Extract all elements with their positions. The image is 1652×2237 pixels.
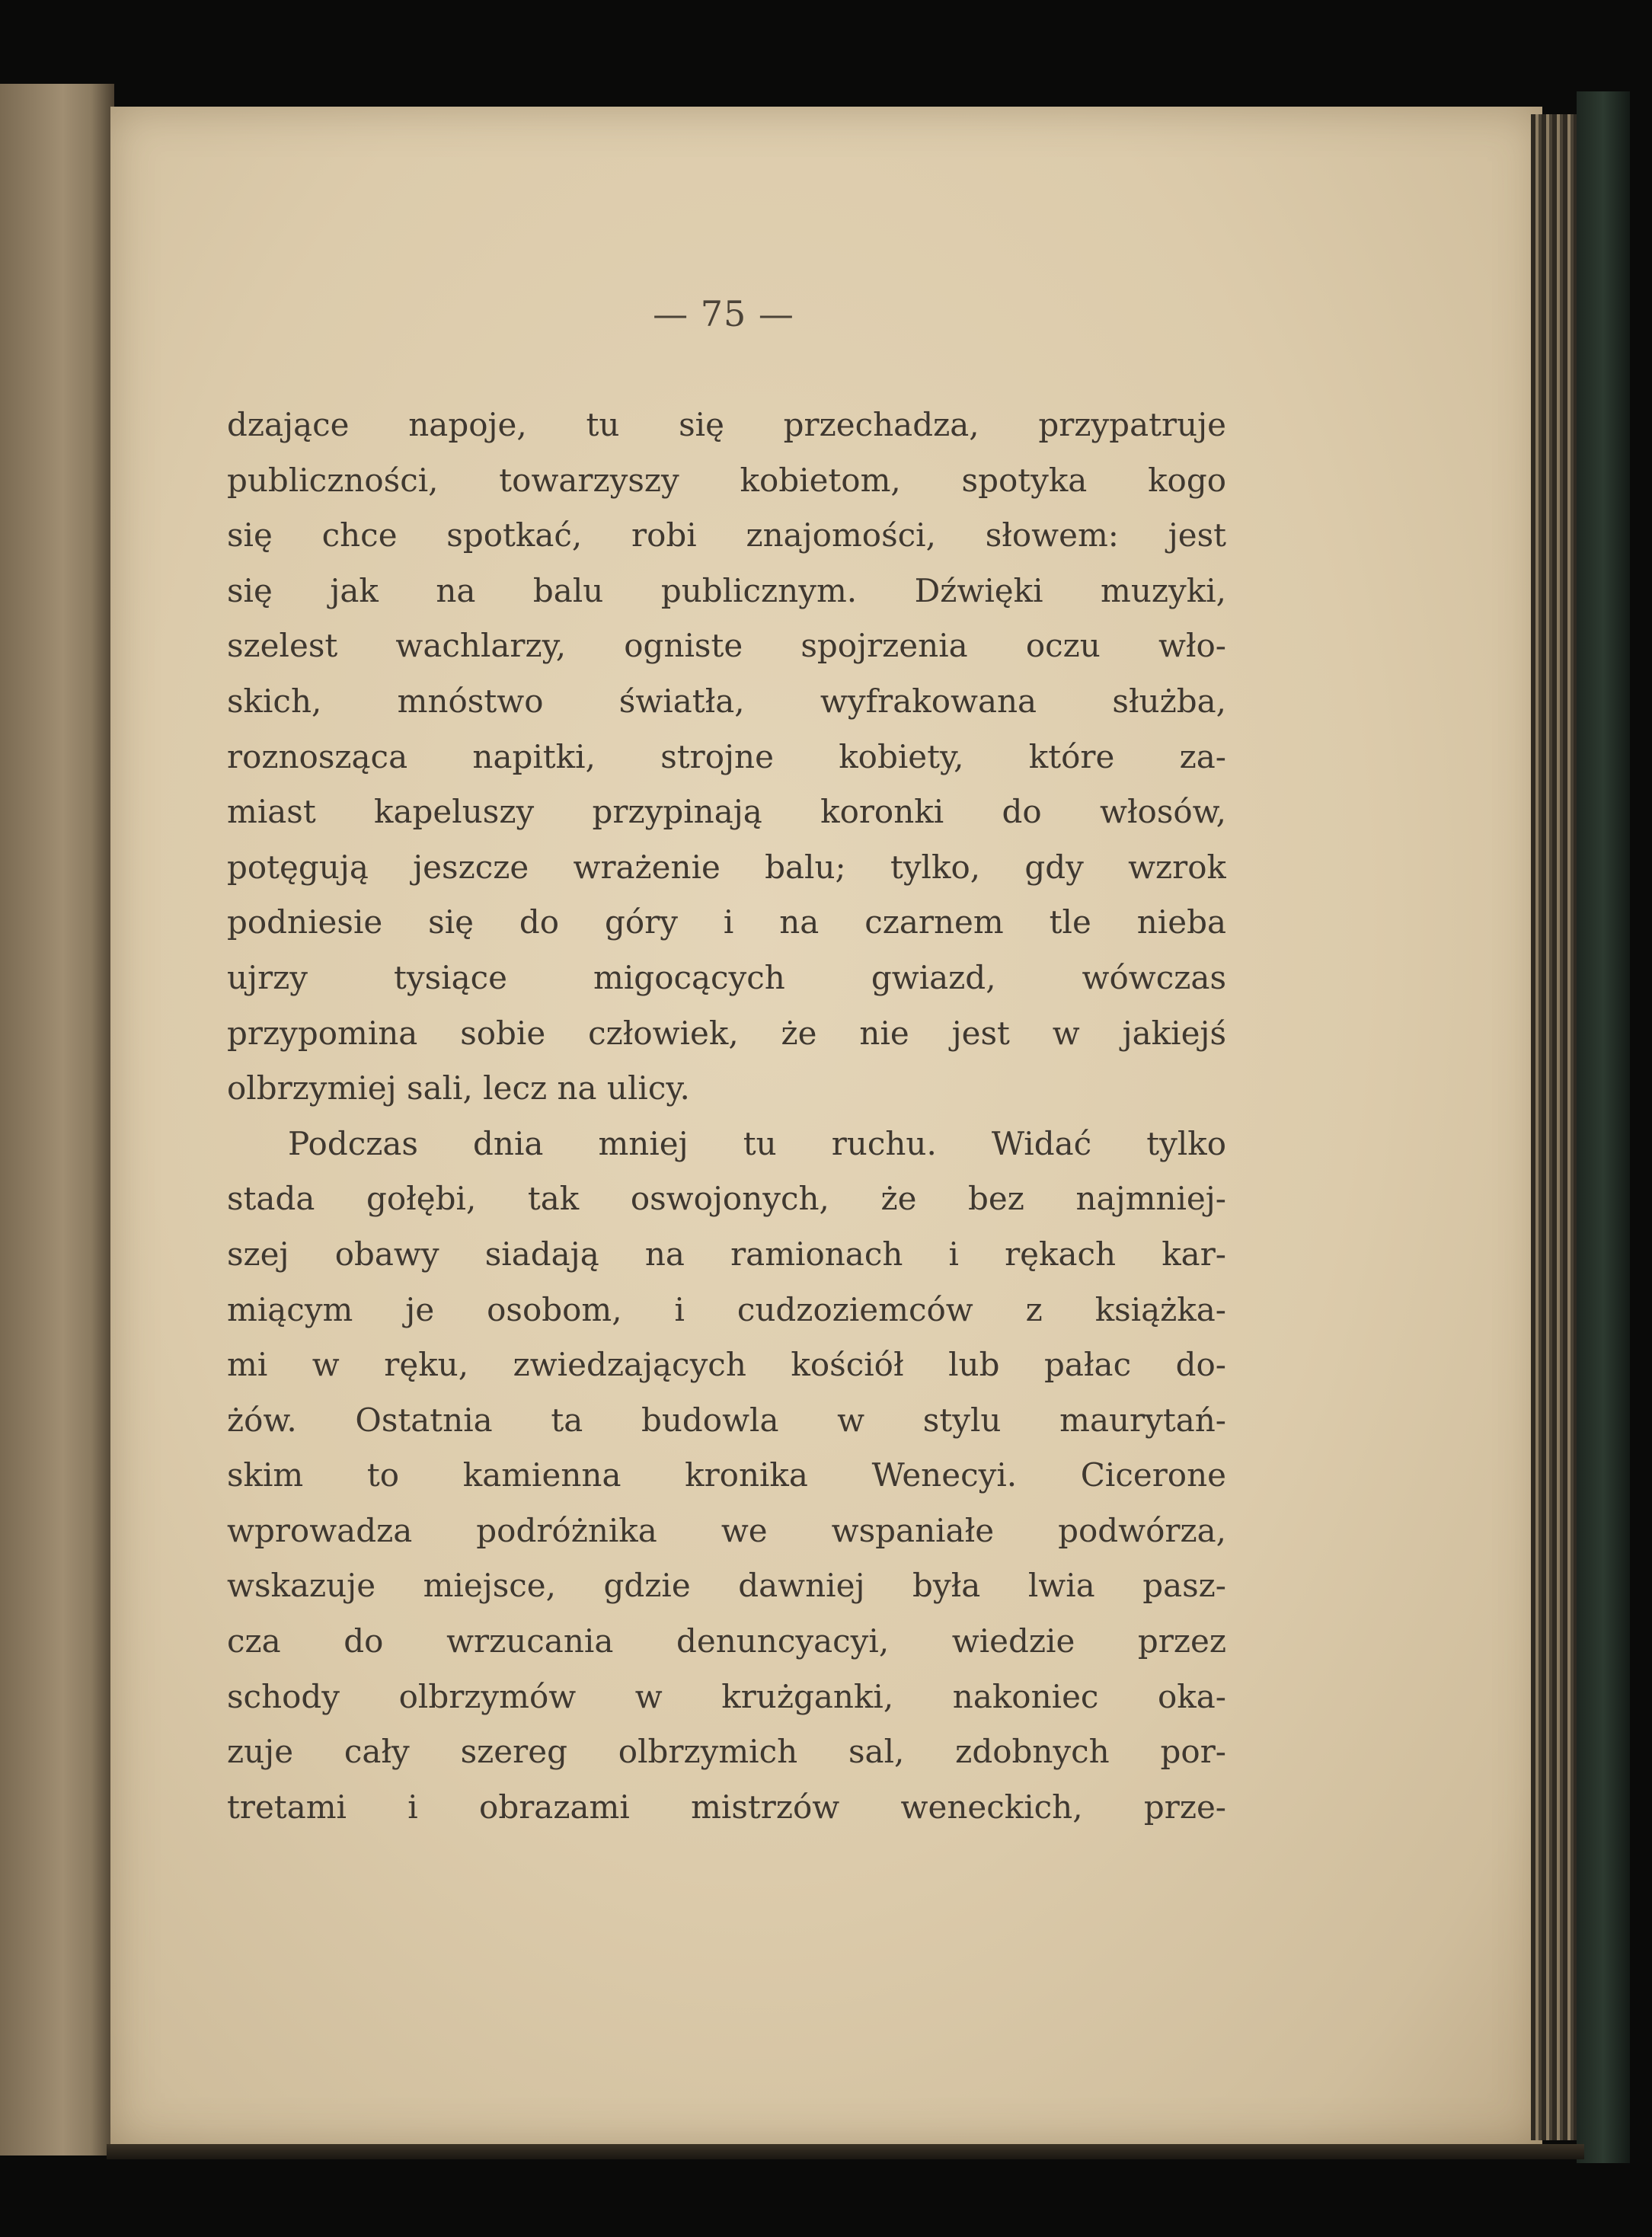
text-line: roznosząca napitki, strojne kobiety, które za- [227,737,1226,775]
text-line: ujrzy tysiące migocących gwiazd, wówczas [227,958,1226,996]
text-line: szelest wachlarzy, ogniste spojrzenia oczu wło- [227,627,1226,665]
text-line: cza do wrzucania denuncyacyi, wiedzie przez [227,1622,1226,1660]
facing-page-edge [0,84,114,2156]
text-line: miącym je osobom, i cudzoziemców z książka- [227,1290,1226,1328]
page-stack-edge [1531,114,1577,2140]
text-line: skim to kamienna kronika Wenecyi. Cicerone [227,1456,1226,1494]
body-text [227,398,1226,1835]
text-line: wprowadza podróżnika we wspaniałe podwórza, [227,1511,1226,1549]
text-line: się jak na balu publicznym. Dźwięki muzyki, [227,571,1226,609]
text-line: dzające napoje, tu się przechadza, przypatruje [227,406,1226,443]
text-line: olbrzymiej sali, lecz na ulicy. [227,1069,690,1107]
text-line: tretami i obrazami mistrzów weneckich, prze- [227,1788,1226,1826]
text-line: stada gołębi, tak oswojonych, że bez najmniej- [227,1180,1226,1218]
text-line: szej obawy siadają na ramionach i rękach kar- [227,1235,1226,1273]
text-line: przypomina sobie człowiek, że nie jest w jakiejś [227,1014,1226,1052]
text-line: skich, mnóstwo światła, wyfrakowana służba, [227,682,1226,720]
text-line: żów. Ostatnia ta budowla w stylu maurytań- [227,1401,1226,1439]
text-line: zuje cały szereg olbrzymich sal, zdobnych por- [227,1733,1226,1771]
text-line: miast kapeluszy przypinają koronki do włosów, [227,793,1226,831]
text-line: mi w ręku, zwiedzających kościół lub pałac do- [227,1346,1226,1384]
text-line: publiczności, towarzyszy kobietom, spotyka kogo [227,461,1226,499]
text-line: potęgują jeszcze wrażenie balu; tylko, gdy wzrok [227,848,1226,886]
text-line: Podczas dnia mniej tu ruchu. Widać tylko [288,1124,1226,1162]
book-cover-edge [1577,91,1630,2163]
text-line: się chce spotkać, robi znajomości, słowem: jest [227,516,1226,554]
page-number: — 75 — [653,293,794,334]
text-line: wskazuje miejsce, gdzie dawniej była lwia pasz- [227,1567,1226,1605]
text-line: podniesie się do góry i na czarnem tle nieba [227,903,1226,941]
book-cover-bottom [107,2144,1584,2159]
text-line: schody olbrzymów w krużganki, nakoniec oka- [227,1677,1226,1715]
